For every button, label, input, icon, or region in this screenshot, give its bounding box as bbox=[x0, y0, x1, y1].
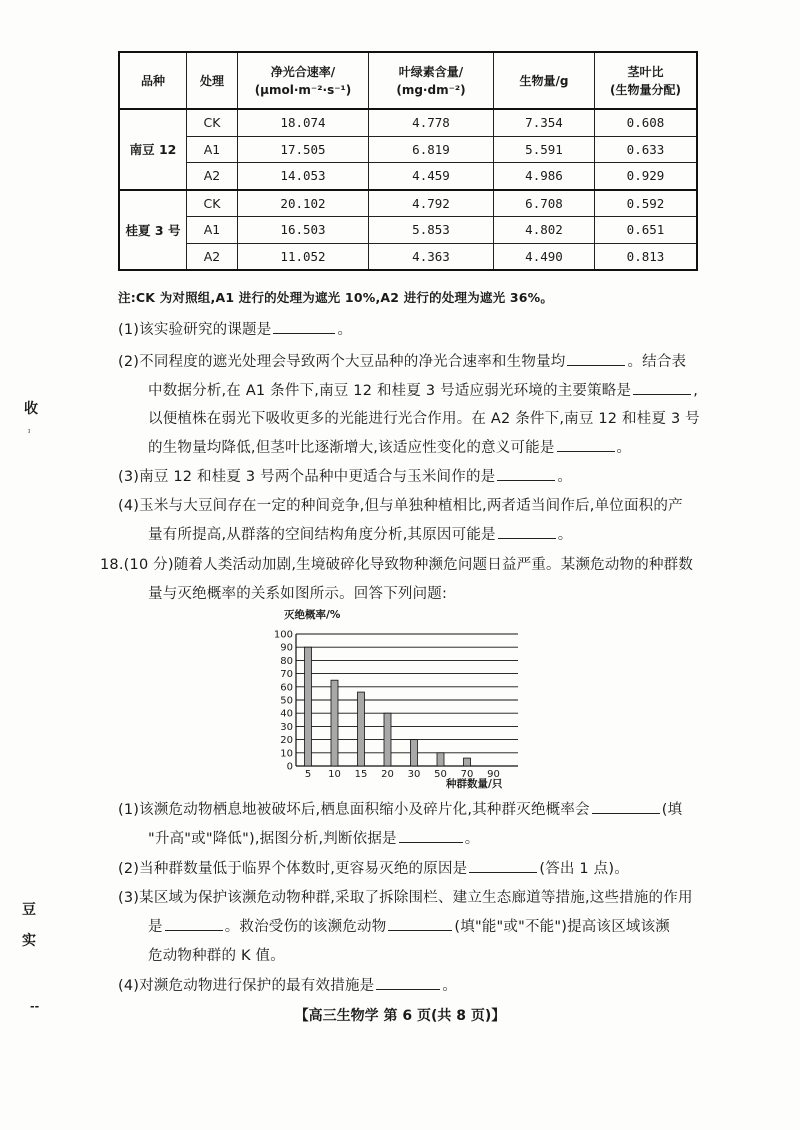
table-row bbox=[119, 217, 697, 244]
x-tick-label: 90 bbox=[487, 769, 500, 780]
y-tick-label: 60 bbox=[280, 682, 293, 694]
q18-intro-line1: 18.(10 分)随着人类活动加剧,生境破碎化导致物种濒危问题日益严重。某濒危动物的种群数 bbox=[100, 557, 694, 573]
extinction-probability-chart bbox=[270, 608, 530, 790]
y-tick-label: 30 bbox=[280, 721, 293, 733]
biomass-cell: 4.986 bbox=[494, 163, 595, 190]
answer-blank[interactable] bbox=[273, 332, 335, 334]
answer-blank[interactable] bbox=[498, 537, 556, 539]
table-row bbox=[119, 243, 697, 270]
chlorophyll-cell: 4.459 bbox=[369, 163, 494, 190]
q17-part4-line2: 量有所提高,从群落的空间结构角度分析,其原因可能是 。 bbox=[148, 527, 573, 543]
answer-blank[interactable] bbox=[376, 988, 440, 990]
header-variety: 品种 bbox=[119, 52, 187, 109]
table-row bbox=[119, 163, 697, 190]
answer-blank[interactable] bbox=[497, 479, 555, 481]
answer-blank[interactable] bbox=[633, 393, 691, 395]
y-tick-label: 90 bbox=[280, 642, 293, 654]
margin-mark-small: ᶦ bbox=[28, 428, 31, 439]
answer-blank[interactable] bbox=[557, 450, 615, 452]
answer-blank[interactable] bbox=[165, 929, 223, 931]
treatment-cell: A2 bbox=[187, 243, 238, 270]
bar-5 bbox=[305, 647, 312, 766]
table-row bbox=[119, 136, 697, 163]
header-rate: 净光合速率/ (μmol·m⁻²·s⁻¹) bbox=[238, 52, 369, 109]
rate-cell: 16.503 bbox=[238, 217, 369, 244]
chart-grid bbox=[296, 634, 518, 766]
bar-50 bbox=[437, 753, 444, 766]
table-row bbox=[119, 109, 697, 136]
bar-20 bbox=[384, 713, 391, 766]
biomass-cell: 7.354 bbox=[494, 109, 595, 136]
y-axis-label: 灭绝概率/% bbox=[284, 609, 341, 621]
biomass-cell: 5.591 bbox=[494, 136, 595, 163]
y-tick-label: 0 bbox=[286, 761, 293, 773]
chlorophyll-cell: 4.792 bbox=[369, 190, 494, 217]
rate-cell: 20.102 bbox=[238, 190, 369, 217]
y-tick-label: 20 bbox=[280, 735, 293, 747]
chlorophyll-cell: 6.819 bbox=[369, 136, 494, 163]
rate-cell: 14.053 bbox=[238, 163, 369, 190]
y-tick-label: 40 bbox=[280, 708, 293, 720]
y-tick-label: 70 bbox=[280, 669, 293, 681]
q17-part2-line1: (2)不同程度的遮光处理会导致两个大豆品种的净光合速率和生物量均 。结合表 bbox=[118, 354, 687, 370]
ratio-cell: 0.929 bbox=[595, 163, 698, 190]
x-tick-label: 20 bbox=[381, 769, 394, 780]
chlorophyll-cell: 4.778 bbox=[369, 109, 494, 136]
x-tick-label: 15 bbox=[354, 769, 368, 780]
ratio-cell: 0.813 bbox=[595, 243, 698, 270]
bar-10 bbox=[331, 680, 338, 766]
chart-bars bbox=[305, 647, 471, 766]
ratio-cell: 0.633 bbox=[595, 136, 698, 163]
q18-part4: (4)对濒危动物进行保护的最有效措施是 。 bbox=[118, 978, 458, 994]
margin-char: 豆 bbox=[22, 902, 36, 918]
q17-part1: (1)该实验研究的课题是 。 bbox=[118, 322, 353, 338]
x-tick-label: 30 bbox=[407, 769, 421, 780]
treatment-cell: CK bbox=[187, 190, 238, 217]
answer-blank[interactable] bbox=[388, 929, 452, 931]
ratio-cell: 0.592 bbox=[595, 190, 698, 217]
experiment-table bbox=[118, 51, 698, 271]
answer-blank[interactable] bbox=[399, 841, 463, 843]
answer-blank[interactable] bbox=[592, 812, 660, 814]
rate-cell: 17.505 bbox=[238, 136, 369, 163]
treatment-cell: A1 bbox=[187, 217, 238, 244]
chlorophyll-cell: 5.853 bbox=[369, 217, 494, 244]
x-tick-label: 10 bbox=[328, 769, 341, 780]
rate-cell: 11.052 bbox=[238, 243, 369, 270]
answer-blank[interactable] bbox=[567, 364, 625, 366]
margin-char: 收 bbox=[24, 401, 38, 417]
x-tick-label: 70 bbox=[460, 769, 474, 780]
biomass-cell: 6.708 bbox=[494, 190, 595, 217]
q17-part3: (3)南豆 12 和桂夏 3 号两个品种中更适合与玉米间作的是 。 bbox=[118, 469, 573, 485]
header-treatment: 处理 bbox=[187, 52, 238, 109]
q18-part1-line2: "升高"或"降低"),据图分析,判断依据是 。 bbox=[148, 831, 480, 847]
treatment-cell: A2 bbox=[187, 163, 238, 190]
q18-part3-line1: (3)某区域为保护该濒危动物种群,采取了拆除围栏、建立生态廊道等措施,这些措施的作用 bbox=[118, 890, 693, 906]
table-note: 注:CK 为对照组,A1 进行的处理为遮光 10%,A2 进行的处理为遮光 36%。 bbox=[118, 290, 554, 305]
q17-part2-line4: 的生物量均降低,但茎叶比逐渐增大,该适应性变化的意义可能是 。 bbox=[148, 440, 632, 456]
x-tick-label: 5 bbox=[304, 769, 312, 780]
q17-part2-line3: 以便植株在弱光下吸收更多的光能进行光合作用。在 A2 条件下,南豆 12 和桂夏 3 号 bbox=[148, 411, 700, 427]
page-footer: 【高三生物学 第 6 页(共 8 页)】 bbox=[294, 1008, 506, 1024]
q18-part2: (2)当种群数量低于临界个体数时,更容易灭绝的原因是 (答出 1 点)。 bbox=[118, 861, 629, 877]
x-tick-label: 50 bbox=[434, 769, 447, 780]
x-axis-label: 种群数量/只 bbox=[446, 778, 503, 790]
y-tick-label: 80 bbox=[280, 655, 293, 667]
biomass-cell: 4.802 bbox=[494, 217, 595, 244]
y-tick-label: 10 bbox=[280, 748, 293, 760]
treatment-cell: CK bbox=[187, 109, 238, 136]
variety-cell: 南豆 12 bbox=[119, 109, 187, 190]
table-row bbox=[119, 190, 697, 217]
q18-intro-line2: 量与灭绝概率的关系如图所示。回答下列问题: bbox=[148, 586, 448, 602]
bar-30 bbox=[411, 740, 418, 766]
bar-70 bbox=[464, 758, 471, 766]
chlorophyll-cell: 4.363 bbox=[369, 243, 494, 270]
margin-char: 实 bbox=[22, 933, 36, 949]
y-tick-label: 100 bbox=[273, 629, 293, 641]
header-chlorophyll: 叶绿素含量/ (mg·dm⁻²) bbox=[369, 52, 494, 109]
q18-part3-line2: 是 。救治受伤的该濒危动物 (填"能"或"不能")提高该区域该濒 bbox=[148, 919, 670, 935]
header-biomass: 生物量/g bbox=[494, 52, 595, 109]
bar-15 bbox=[358, 692, 365, 766]
treatment-cell: A1 bbox=[187, 136, 238, 163]
q17-part4-line1: (4)玉米与大豆间存在一定的种间竞争,但与单独种植相比,两者适当间作后,单位面积的产 bbox=[118, 498, 683, 514]
biomass-cell: 4.490 bbox=[494, 243, 595, 270]
ratio-cell: 0.651 bbox=[595, 217, 698, 244]
y-tick-labels bbox=[274, 630, 293, 773]
header-ratio: 茎叶比 (生物量分配) bbox=[595, 52, 698, 109]
margin-dash: -- bbox=[30, 1000, 40, 1013]
answer-blank[interactable] bbox=[469, 871, 537, 873]
y-tick-label: 50 bbox=[280, 695, 293, 707]
q18-part1-line1: (1)该濒危动物栖息地被破坏后,栖息面积缩小及碎片化,其种群灭绝概率会 (填 bbox=[118, 802, 683, 818]
ratio-cell: 0.608 bbox=[595, 109, 698, 136]
variety-cell: 桂夏 3 号 bbox=[119, 190, 187, 271]
q18-part3-line3: 危动物种群的 K 值。 bbox=[148, 948, 285, 964]
q17-part2-line2: 中数据分析,在 A1 条件下,南豆 12 和桂夏 3 号适应弱光环境的主要策略是 , bbox=[148, 383, 699, 399]
table-header-row bbox=[119, 52, 697, 109]
rate-cell: 18.074 bbox=[238, 109, 369, 136]
